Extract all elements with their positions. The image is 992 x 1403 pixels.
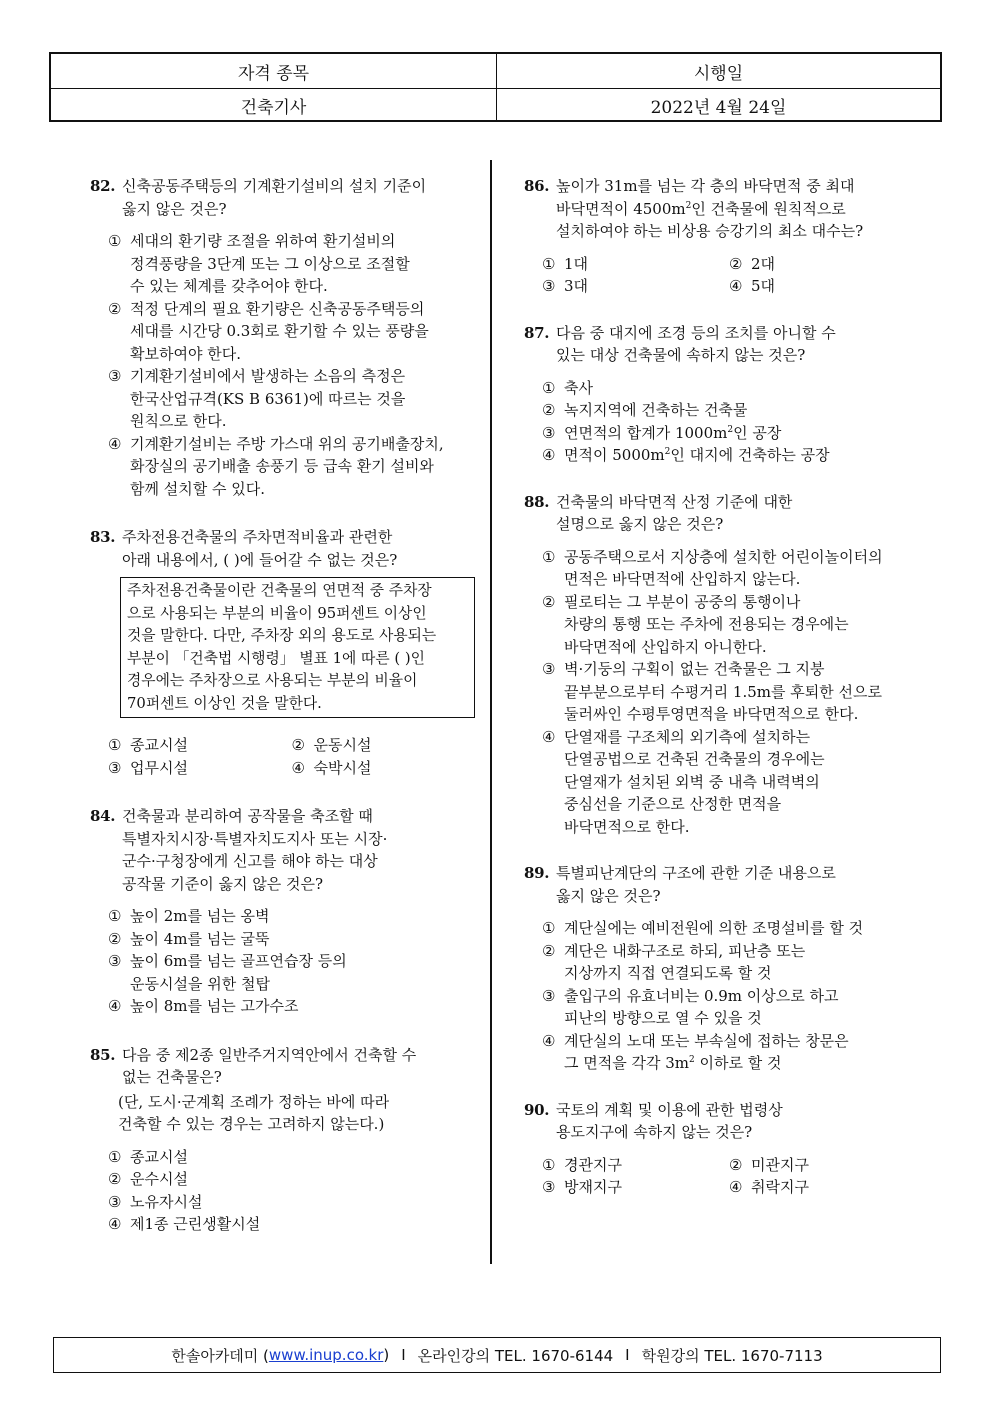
question-text: 국토의 계획 및 이용에 관한 법령상 용도지구에 속하지 않는 것은? [556, 1100, 783, 1141]
option-text: 축사 [564, 378, 593, 397]
option-text: 운동시설 [313, 736, 372, 754]
superscript: 2 [685, 200, 692, 211]
option-mark: ④ [542, 446, 556, 464]
question-text [556, 175, 916, 243]
option-4 [729, 275, 916, 298]
option-text: 공동주택으로서 지상층에 설치한 어린이놀이터의 면적은 바닥면적에 산입하지 않는다. [564, 547, 883, 588]
option-2 [90, 1168, 475, 1191]
option-list [524, 917, 916, 1075]
option-list [524, 1154, 916, 1199]
question-82 [90, 175, 475, 500]
option-mark: ② [729, 254, 743, 273]
question-text: 건축물과 분리하여 공작물을 축조할 때 특별자치시장·특별자치도지사 또는 시장· 군수·구청장에게 신고를 해야 하는 대상 공작물 기준이 옳지 않은 것은? [122, 807, 388, 893]
option-mark: ③ [108, 1192, 122, 1211]
option-mark: ② [729, 1155, 743, 1174]
option-list [90, 905, 475, 1018]
option-2 [524, 591, 916, 659]
question-text: 다음 중 대지에 조경 등의 조치를 아니할 수 있는 대상 건축물에 속하지 않는 것은? [556, 323, 836, 364]
question-85 [90, 1044, 475, 1236]
option-text-part: 면적이 5000m [564, 446, 665, 464]
question-number: 87. [524, 323, 550, 342]
option-text: 높이 6m를 넘는 골프연습장 등의 운동시설을 위한 철탑 [130, 952, 347, 993]
question-number: 84. [90, 807, 116, 825]
option-4 [524, 726, 916, 839]
option-text-part: 이하로 할 것 [694, 1054, 782, 1072]
option-mark: ① [542, 1155, 556, 1174]
question-number: 82. [90, 177, 116, 195]
option-text: 높이 8m를 넘는 고가수조 [130, 997, 299, 1015]
question-86 [524, 175, 916, 298]
option-mark: ③ [108, 367, 122, 385]
option-1 [542, 1154, 729, 1177]
option-mark: ① [542, 254, 556, 273]
left-column [90, 175, 475, 1254]
option-2 [90, 298, 475, 366]
option-mark: ④ [291, 758, 305, 777]
option-text [564, 444, 916, 467]
option-mark: ① [108, 907, 122, 925]
option-list [90, 734, 475, 779]
option-1 [90, 905, 475, 928]
option-mark: ③ [542, 277, 556, 295]
option-mark: ② [542, 401, 556, 419]
option-text: 방재지구 [564, 1178, 622, 1196]
option-3 [524, 985, 916, 1030]
option-mark: ② [108, 1170, 122, 1188]
superscript: 2 [664, 447, 671, 457]
option-text: 종교시설 [130, 736, 188, 754]
option-text: 단열재를 구조체의 외기측에 설치하는 단열공법으로 건축된 건축물의 경우에는 단열재가 설치된 외벽 중 내측 내력벽의 중심선을 기준으로 산정한 면적을 바닥면적으로 한다. [564, 727, 825, 836]
option-1 [108, 734, 292, 757]
option-mark: ④ [542, 1031, 556, 1050]
question-90 [524, 1099, 916, 1199]
header-row-labels [51, 54, 940, 89]
option-text: 출입구의 유효너비는 0.9m 이상으로 하고 피난의 방향으로 열 수 있을 것 [564, 986, 839, 1027]
option-list [90, 230, 475, 500]
footer-academy: 한솔아카데미 ( [171, 1346, 269, 1365]
option-text: 벽·기둥의 구획이 없는 건축물은 그 지붕 끝부분으로부터 수평거리 1.5m를 후퇴한 선으로 둘러싸인 수평투영면적을 바닥면적으로 한다. [564, 660, 882, 723]
option-text: 취락지구 [751, 1178, 809, 1196]
option-text: 적정 단계의 필요 환기량은 신축공동주택등의 세대를 시간당 0.3회로 환기할 수 있는 풍량을 확보하여야 한다. [130, 299, 429, 363]
exam-header-table [49, 52, 942, 122]
option-mark: ① [108, 736, 122, 754]
option-1 [524, 377, 916, 400]
option-3 [524, 422, 916, 445]
footer-website-link[interactable]: www.inup.co.kr [268, 1346, 384, 1364]
header-date-value: 2022년 4월 24일 [650, 97, 787, 118]
option-text: 1대 [564, 254, 589, 273]
option-text: 세대의 환기량 조절을 위하여 환기설비의 정격풍량을 3단계 또는 그 이상으로 조절할 수 있는 체계를 갖추어야 한다. [130, 232, 410, 295]
option-2 [524, 940, 916, 985]
option-mark: ③ [108, 952, 122, 970]
option-1 [90, 230, 475, 298]
option-3 [90, 1191, 475, 1214]
question-text: 주차전용건축물의 주차면적비율과 관련한 아래 내용에서, ( )에 들어갈 수 없는 것은? [122, 528, 398, 569]
option-mark: ① [542, 547, 556, 566]
question-note: (단, 도시·군계획 조례가 정하는 바에 따라 건축할 수 있는 경우는 고려하지 않는다.) [118, 1092, 390, 1133]
option-text: 경관지구 [564, 1155, 622, 1174]
question-number: 85. [90, 1045, 116, 1064]
option-text: 높이 2m를 넘는 옹벽 [130, 907, 270, 925]
option-text: 녹지지역에 건축하는 건축물 [564, 401, 748, 419]
footer-separator: I [401, 1346, 406, 1364]
option-text: 제1종 근린생활시설 [130, 1215, 261, 1233]
option-list [524, 377, 916, 467]
option-mark: ④ [108, 997, 122, 1015]
option-mark: ② [108, 299, 122, 318]
question-number: 86. [524, 177, 550, 195]
option-4 [524, 1030, 916, 1075]
option-mark: ① [542, 919, 556, 937]
option-text: 필로티는 그 부분이 공중의 통행이나 차량의 통행 또는 주차에 전용되는 경우에는 바닥면적에 산입하지 아니한다. [564, 592, 849, 656]
option-mark: ② [542, 592, 556, 611]
right-column [524, 175, 916, 1217]
option-text: 미관지구 [751, 1155, 809, 1174]
option-mark: ④ [108, 434, 122, 453]
option-3 [542, 275, 729, 298]
question-text: 특별피난계단의 구조에 관한 기준 내용으로 옳지 않은 것은? [556, 864, 836, 905]
option-mark: ④ [729, 1178, 743, 1196]
option-list [524, 253, 916, 298]
option-text: 계단은 내화구조로 하되, 피난층 또는 지상까지 직접 연결되도록 할 것 [564, 941, 806, 982]
option-text: 업무시설 [130, 758, 188, 777]
option-mark: ① [542, 378, 556, 397]
option-3 [108, 757, 292, 780]
option-text: 숙박시설 [313, 758, 372, 777]
option-text-part: 계단실의 노대 또는 부속실에 접하는 창문은 그 면적을 각각 3m [564, 1031, 849, 1072]
option-list [524, 546, 916, 839]
option-mark: ③ [108, 758, 122, 777]
option-mark: ④ [729, 277, 743, 295]
option-mark: ② [291, 736, 305, 754]
option-2 [90, 928, 475, 951]
option-text: 5대 [751, 277, 776, 295]
option-4 [729, 1176, 916, 1199]
option-1 [524, 546, 916, 591]
question-84 [90, 805, 475, 1018]
question-text: 건축물의 바닥면적 산정 기준에 대한 설명으로 옳지 않은 것은? [556, 492, 793, 533]
header-subject-value: 건축기사 [51, 88, 497, 122]
option-mark: ③ [542, 660, 556, 678]
question-text: 신축공동주택등의 기계환기설비의 설치 기준이 옳지 않은 것은? [122, 177, 427, 218]
option-3 [90, 365, 475, 433]
superscript: 2 [727, 424, 734, 435]
superscript: 2 [689, 1055, 695, 1065]
footer-academy-close: ) [383, 1346, 390, 1364]
question-text-part: 인 건축물에 원칙적으로 설치하여야 하는 비상용 승강기의 최소 대수는? [556, 199, 864, 240]
option-3 [90, 950, 475, 995]
question-text: 다음 중 제2종 일반주거지역안에서 건축할 수 없는 건축물은? [122, 1045, 417, 1086]
option-text: 노유자시설 [130, 1192, 203, 1211]
option-4 [524, 444, 916, 467]
option-2 [524, 399, 916, 422]
option-1 [90, 1146, 475, 1169]
question-89 [524, 862, 916, 1075]
option-mark: ④ [542, 727, 556, 746]
option-text: 높이 4m를 넘는 굴뚝 [130, 929, 270, 948]
header-label-subject: 자격 종목 [51, 54, 497, 88]
question-text-part: 높이가 31m를 넘는 각 층의 바닥면적 중 최대 바닥면적이 4500m [556, 177, 855, 218]
option-4 [90, 1213, 475, 1236]
question-88 [524, 491, 916, 839]
option-text: 기계환기설비에서 발생하는 소음의 측정은 한국산업규격(KS B 6361)에 따르는 것을 원칙으로 한다. [130, 367, 406, 430]
question-box: 주차전용건축물이란 건축물의 연면적 중 주차장 으로 사용되는 부분의 비율이 95퍼센트 이상인 것을 말한다. 다만, 주차장 외의 용도로 사용되는 부분이 「건축법 시행령」 별표 1에 따른 ( )인 경우에는 주차장으로 사용되는 부분의 비율이 70퍼센트 이상인 것을 말한다. [120, 577, 475, 718]
option-3 [524, 658, 916, 726]
option-4 [90, 995, 475, 1018]
footer-bar [53, 1337, 941, 1373]
header-row-values [51, 88, 940, 122]
option-mark: ② [108, 929, 122, 948]
option-mark: ① [108, 1147, 122, 1166]
header-label-date: 시행일 [693, 63, 744, 84]
question-number: 83. [90, 528, 116, 546]
option-text [564, 1030, 916, 1075]
question-83 [90, 526, 475, 779]
column-divider [490, 160, 492, 1264]
option-text-part: 인 대지에 건축하는 공장 [670, 446, 830, 464]
option-2 [729, 1154, 916, 1177]
option-mark: ③ [542, 986, 556, 1005]
option-mark: ② [542, 941, 556, 960]
footer-offline-tel: 학원강의 TEL. 1670-7113 [641, 1346, 823, 1365]
question-number: 90. [524, 1100, 550, 1119]
option-text: 2대 [751, 254, 776, 273]
question-87 [524, 322, 916, 467]
option-2 [729, 253, 916, 276]
option-list [90, 1146, 475, 1236]
option-4 [292, 757, 476, 780]
option-4 [90, 433, 475, 501]
question-number: 88. [524, 492, 550, 511]
option-text: 계단실에는 예비전원에 의한 조명설비를 할 것 [564, 919, 864, 937]
option-text: 종교시설 [130, 1147, 188, 1166]
option-mark: ① [108, 232, 122, 250]
option-text: 운수시설 [130, 1170, 188, 1188]
option-text: 기계환기설비는 주방 가스대 위의 공기배출장치, 화장실의 공기배출 송풍기 등 급속 환기 설비와 함께 설치할 수 있다. [130, 434, 444, 498]
footer-online-tel: 온라인강의 TEL. 1670-6144 [417, 1346, 614, 1365]
option-mark: ④ [108, 1215, 122, 1233]
option-mark: ③ [542, 423, 556, 442]
option-text-part: 연면적의 합계가 1000m [564, 423, 728, 442]
question-number: 89. [524, 864, 550, 882]
footer-separator: I [625, 1346, 630, 1364]
option-mark: ③ [542, 1178, 556, 1196]
option-text: 3대 [564, 277, 589, 295]
option-1 [524, 917, 916, 940]
option-text [564, 422, 916, 445]
option-text-part: 인 공장 [733, 423, 782, 442]
option-3 [542, 1176, 729, 1199]
option-2 [292, 734, 476, 757]
option-1 [542, 253, 729, 276]
